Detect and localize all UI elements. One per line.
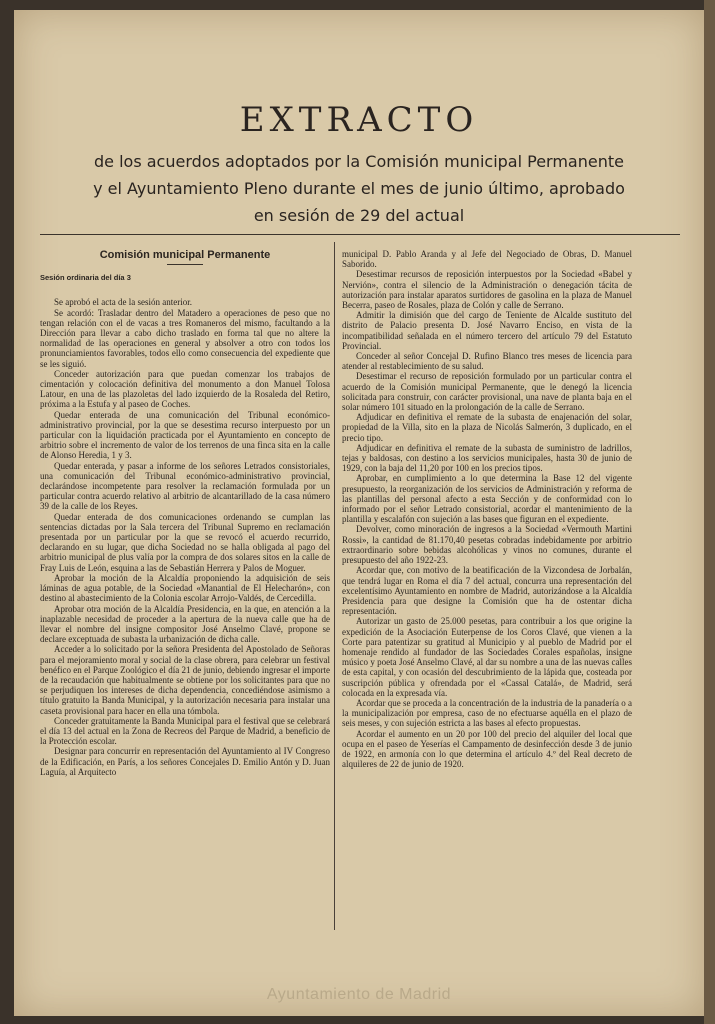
paragraph: Acordar que, con motivo de la beatificación de la Vizcondesa de Jorbalán, que tendrá lugar en Roma el día 7 del actual, concurra una representación del excelentísimo Ayuntamiento en nombre de Madrid, autorizándose a la Alcaldía Presidencia para que designe la Comisión que ha de ostentar dicha representación. xyxy=(342,565,632,617)
section-divider xyxy=(167,264,203,265)
paragraph: Acordar el aumento en un 20 por 100 del precio del alquiler del local que ocupa en el paseo de Yeserías el Campamento de desinfección desde 3 de junio de 1922, en armonía con lo que determina el artículo 4.º del Real decreto de alquileres de 22 de junio de 1920. xyxy=(342,728,632,770)
header-divider xyxy=(40,234,680,235)
paragraph: Desestimar el recurso de reposición formulado por un particular contra el acuerdo de la Comisión municipal Permanente, que le denegó la licencia solicitada para construir, con carácter provisional, una nave de planta baja en el solar número 101 situado en la prolongación de la calle de Serrano. xyxy=(342,371,632,413)
section-title: Comisión municipal Permanente xyxy=(99,249,271,261)
paragraph: Adjudicar en definitiva el remate de la subasta de suministro de ladrillos, tejas y baldosas, con destino a los servicios municipales, hasta 30 de junio de 1929, con la baja del 11,20 por 100 en los precios tipos. xyxy=(342,442,632,474)
paragraph: Devolver, como minoración de ingresos a la Sociedad «Vermouth Martini Rossi», la cantidad de 81.170,40 pesetas cobradas indebidamente por arbitrio extraordinario sobre bebidas alcohólicas y vinos no comunes, durante el presupuesto del año 1922-23. xyxy=(342,524,632,566)
book-edge xyxy=(704,0,715,1024)
right-column xyxy=(342,249,632,769)
paragraph: Quedar enterada de dos comunicaciones ordenando se cumplan las sentencias dictadas por la Sala tercera del Tribunal Supremo en reclamación presentada por un particular por la que se revocó el acuerdo recurrido, declarando en su lugar, que dicha Sociedad no se halla obligada al pago del arbitrio municipal de plus valía por la compra de dos solares sitos en la calle de Fray Luis de León, esquina a las de Sebastián Herrera y Palos de Moguer. xyxy=(40,511,330,573)
paragraph: Aprobar la moción de la Alcaldía proponiendo la adquisición de seis láminas de agua potable, de la Sociedad «Manantial de El Helecharón», con destino al abastecimiento de la Colonia escolar Arrojo-Valdés, de Cercedilla. xyxy=(40,572,330,604)
paragraph: Se acordó: Trasladar dentro del Matadero a operaciones de peso que no tengan relación con el de vacas a tres Romaneros del mismo, facultando a la Dirección para llevar a cabo dicho traslado en forma tal que no altere la normalidad de las operaciones en general y absolver a otro con todos los pronunciamientos favorables, todos ello como consecuencia del expediente que se les siguió. xyxy=(40,307,330,369)
paragraph: Adjudicar en definitiva el remate de la subasta de enajenación del solar, propiedad de la Villa, sito en la plaza de Nicolás Salmerón, 3 duplicado, en el precio tipo. xyxy=(342,412,632,443)
paragraph: Conceder autorización para que puedan comenzar los trabajos de cimentación y colocación definitiva del monumento a don Manuel Tolosa Latour, en una de las plazoletas del lado izquierdo de la Rosaleda del Retiro, próxima a la Estufa y al paseo de Coches. xyxy=(40,368,330,410)
column-divider xyxy=(334,242,335,930)
document-title: EXTRACTO xyxy=(239,100,479,140)
watermark: Ayuntamiento de Madrid xyxy=(266,986,452,1003)
paragraph: Quedar enterada, y pasar a informe de los señores Letrados consistoriales, una comunicación del Tribunal económico-administrativo provincial, declarándose incompetente para resolver la reclamación formulada por un particular contra acuerdo relativo al arbitrio de alcantarillado de la casa número 39 de la calle de los Reyes. xyxy=(40,460,330,512)
paragraph: Acceder a lo solicitado por la señora Presidenta del Apostolado de Señoras para el mejoramiento moral y social de la clase obrera, para celebrar un festival benéfico en el Parque Zoológico el día 21 de junio, debiendo ingresar el importe de la recaudación que habitualmente se obtiene por los solicitantes para que no se perjudiquen los intereses de dicha dependencia, concediéndose asimismo a título gratuito la Banda Municipal, y la autorización necesaria para instalar una caseta provisional para hacer en ella una tómbola. xyxy=(40,644,330,716)
paragraph: municipal D. Pablo Aranda y al Jefe del Negociado de Obras, D. Manuel Saborido. xyxy=(342,249,632,270)
paragraph: Autorizar un gasto de 25.000 pesetas, para contribuir a los que origine la expedición de la Asociación Euterpense de los Coros Clavé, que vienen a la Corte para patentizar su gratitud al Municipio y al pueblo de Madrid por el homenaje rendido al fundador de las Sociedades Corales españolas, insigne músico y poeta José Anselmo Clavé, al dar su nombre a una de las nuevas calles de esta capital, y con ocasión del descubrimiento de la lápida que, costeada por suscripción pública y ofrendada por el «Cassal Catalá», de Madrid, será colocada en la expresada vía. xyxy=(342,616,632,698)
paragraph: Conceder al señor Concejal D. Rufino Blanco tres meses de licencia para atender al restablecimiento de su salud. xyxy=(342,351,632,372)
paragraph: Conceder gratuitamente la Banda Municipal para el festival que se celebrará el día 13 del actual en la Zona de Recreos del Parque de Madrid, a beneficio de la Protección escolar. xyxy=(40,715,330,747)
paragraph: Se aprobó el acta de la sesión anterior. xyxy=(54,297,192,308)
paragraph: Admitir la dimisión que del cargo de Teniente de Alcalde sustituto del distrito de Palacio presenta D. José Navarro Enciso, en vista de la incompatibilidad señalada en el número tercero del artículo 79 del Estatuto Provincial. xyxy=(342,310,632,351)
subtitle-line-2: y el Ayuntamiento Pleno durante el mes de junio último, aprobado xyxy=(93,179,625,198)
paragraph: Acordar que se proceda a la concentración de la industria de la panadería o a la municipalización por empresa, caso de no efectuarse aquélla en el plazo de seis meses, y con sujeción estricta a las bases al efecto propuestas. xyxy=(342,697,632,729)
subtitle-line-3: en sesión de 29 del actual xyxy=(253,206,465,225)
paragraph: Designar para concurrir en representación del Ayuntamiento al IV Congreso de la Edificación, en París, a los señores Concejales D. Emilio Antón y D. Juan Laguía, al Arquitecto xyxy=(40,746,330,777)
paragraph: Quedar enterada de una comunicación del Tribunal económico-administrativo provincial, por la que se desestima recurso interpuesto por un particular con la liquidación practicada por el Ayuntamiento en concepto de arbitrio sobre el incremento de valor de los terrenos de una finca sita en la calle de Alonso Heredia, 1 y 3. xyxy=(40,409,330,461)
session-label: Sesión ordinaria del día 3 xyxy=(40,273,131,283)
document-subtitle xyxy=(34,148,684,229)
paragraph: Aprobar otra moción de la Alcaldía Presidencia, en la que, en atención a la inaplazable necesidad de proceder a la apertura de la nueva calle que ha de llevar el nombre del insigne compositor José Anselmo Clavé, propone se declare exceptuada de subasta la urbanización de dicha calle. xyxy=(40,603,330,645)
paragraph: Desestimar recursos de reposición interpuestos por la Sociedad «Babel y Nervión», contra el silencio de la Administración o denegación tácita de autorización para instalar aparatos surtidores de gasolina en la plaza de Manuel Becerra, paseo de Rosales, plaza de Colón y calle de Serrano. xyxy=(342,269,632,311)
paragraph: Aprobar, en cumplimiento a lo que determina la Base 12 del vigente presupuesto, la reorganización de los servicios de Administración y reforma de las plantillas del personal afecto a esta Sección y de conformidad con lo informado por el señor Letrado consistorial, acordar el mantenimiento de la plantilla y escalafón con sujeción a las bases que figuran en el expediente. xyxy=(342,473,632,525)
left-column xyxy=(40,242,330,777)
document-page xyxy=(14,10,704,1016)
subtitle-line-1: de los acuerdos adoptados por la Comisión municipal Permanente xyxy=(94,152,624,171)
